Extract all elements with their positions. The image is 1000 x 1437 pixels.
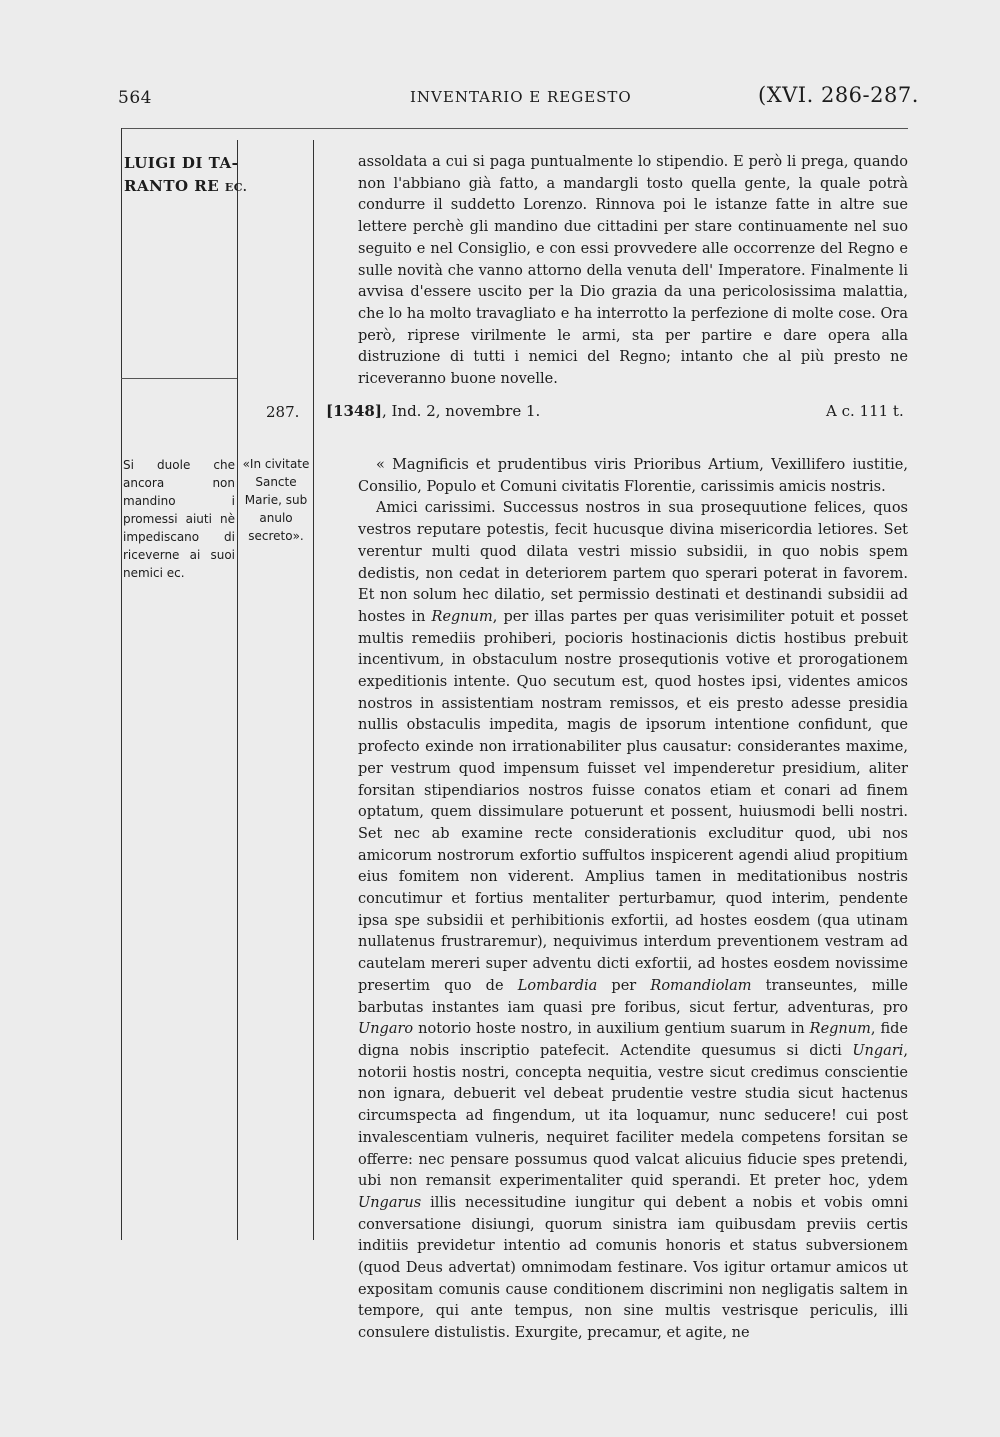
margin-heading-small: EC. bbox=[224, 181, 248, 194]
text-segment: illis necessitudine iungitur qui debent a nobis et vobis omni conversatione disiungi, quorum sinistra iam quibusdam previis certis inditiis previdetur intentio ad comunis honoris et status subversionem (quod Deus advertat) omnimodam festinare. Vos igitur ortamur amicos ut expositam comunis cause conditionem discrimini non negligatis saltem in tempore, qui ante tempus, non sine multis vestrisque periculis, illi consulere distulistis. Exurgite, precamur, et agite, ne bbox=[358, 1194, 908, 1342]
text-segment: , fide digna nobis inscriptio patefecit. Actendite quesumus si dicti bbox=[358, 1021, 908, 1059]
letter-text bbox=[358, 455, 908, 1345]
italic-term: Lombardia bbox=[517, 977, 598, 994]
section-reference: (XVI. 286-287. bbox=[758, 83, 919, 107]
page-number: 564 bbox=[118, 88, 152, 108]
margin-heading-line2 bbox=[124, 175, 254, 199]
margin-left-rule bbox=[121, 128, 122, 1240]
italic-term: Ungari bbox=[852, 1042, 904, 1059]
text-segment: per bbox=[597, 977, 651, 994]
italic-term: Regnum bbox=[431, 608, 493, 625]
running-title: INVENTARIO E REGESTO bbox=[410, 88, 632, 106]
regesto-paragraph: assoldata a cui si paga puntualmente lo stipendio. E però li prega, quando non l'abbiano già fatto, a mandargli tosto quella gente, la quale potrà condurre il suddetto Lorenzo. Rinnova poi le istanze fatte in altre sue lettere perchè gli mandino due cittadini per stare continuamente nel suo seguito e nel Consiglio, e con essi provvedere alle occorrenze del Regno e sulle novità che vanno attorno della venuta dell' Imperatore. Finalmente li avvisa d'essere uscito per la Dio grazia da una pericolosissima malattia, che lo ha molto travagliato e ha interrotto la perfezione di molte cose. Ora però, riprese virilmente le armi, sta per partire e dare opera alla distruzione di tutti i nemici del Regno; intanto che al più presto ne riceveranno buone novelle. bbox=[358, 154, 908, 388]
margin-rule bbox=[121, 378, 237, 379]
margin-heading-line1: LUIGI DI TA- bbox=[124, 154, 239, 172]
seal-note: «In civitate Sancte Marie, sub anulo secreto». bbox=[242, 457, 310, 543]
italic-term: Ungaro bbox=[358, 1021, 414, 1038]
margin-summary: Si duole che ancora non mandino i promessi aiuti nè impediscano di riceverne ai suoi nemici ec. bbox=[123, 458, 235, 580]
letter-body bbox=[358, 498, 908, 1344]
margin-heading-main: RANTO RE bbox=[124, 177, 225, 195]
text-segment: , notorii hostis nostri, concepta nequitia, vestre sicut credimus conscientie non ignara, debuerit vel debeat prudentie vestre studia sicut hactenus circumspecta ad fingendum, ut ita loquamur, nunc seducere! cui post invalescentiam vulneris, nequiret faciliter medela competens forsitan se offerre: nec pensare possumus quod valcat alicuius fiducie spes pretendi, ubi non remansit experimentaliter quid sperandi. Et preter hoc, ydem bbox=[358, 1042, 908, 1190]
entry-date bbox=[326, 402, 540, 420]
margin-divider-1 bbox=[237, 140, 238, 1240]
entry-year: [1348] bbox=[326, 402, 382, 420]
italic-term: Romandiolam bbox=[650, 977, 752, 994]
italic-term: Regnum bbox=[809, 1021, 871, 1038]
header-rule bbox=[122, 128, 908, 129]
text-segment: Amici carissimi. Successus nostros in sua prosequutione felices, quos vestros reputare potestis, fecit hucusque divina misericordia letiores. Set verentur multi quod dilata vestri missio subsidii, in quo nobis spem dedistis, non cedat in deteriorem partem quo sperari poterat in favorem. Et non solum hec dilatio, set permissio destinati et destinandi subsidii ad hostes in bbox=[358, 500, 908, 625]
letter-address: « Magnificis et prudentibus viris Prioribus Artium, Vexillifero iustitie, Consilio, Populo et Comuni civitatis Florentie, carissimis amicis nostris. bbox=[358, 457, 908, 495]
entry-date-rest: , Ind. 2, novembre 1. bbox=[381, 402, 541, 420]
entry-number: 287. bbox=[266, 403, 300, 421]
text-segment: transeuntes, mille barbutas instantes iam quasi pre foribus, sicut fertur, adventuras, pro bbox=[358, 977, 908, 1016]
margin-divider-2 bbox=[313, 140, 314, 1240]
text-segment: , per illas partes per quas verisimiliter potuit et posset multis remediis prohiberi, pocioris hostinacionis dictis hostibus prebuit incentivum, in obstaculum nostre prosequtionis votive et prorogationem expeditionis intente. Quo secutum est, quod hostes ipsi, videntes amicos nostros in assistentiam nostram remissos, et eis presto adesse presidia nullis obstaculis impedita, magis de ipsorum intentione confidunt, que profecto exinde non irrationabiliter plus causatur: considerantes maxime, per vestrum quod impensum fuisset vel impenderetur presidium, aliter forsitan stipendiarios nostros fuisse conatos etiam et conari ad finem optatum, quem dissimulare potuerunt et possent, huiusmodi belli nostri. Set nec ab examine recte considerationis excluditur quod, ubi nos amicorum nostrorum exfortio suffultos inspicerent agendi aliud propitium eius fomitem non viderent. Amplius tamen in meditationibus nostris concutimur et fortius mentaliter perturbamur, quod interim, pendente ipsa spe subsidii et perhibitionis exfortii, ad hostes eosdem (qua utinam nullatenus frustraremur), nequivimus interdum preventionem vestram ad cautelam mereri super adventu dicti exfortii, ad hostes eosdem novissime presertim quo de bbox=[358, 608, 908, 994]
text-segment: notorio hoste nostro, in auxilium gentium suarum in bbox=[413, 1021, 810, 1038]
folio-reference: A c. 111 t. bbox=[826, 402, 904, 420]
margin-heading bbox=[124, 152, 254, 199]
italic-term: Ungarus bbox=[358, 1194, 422, 1211]
